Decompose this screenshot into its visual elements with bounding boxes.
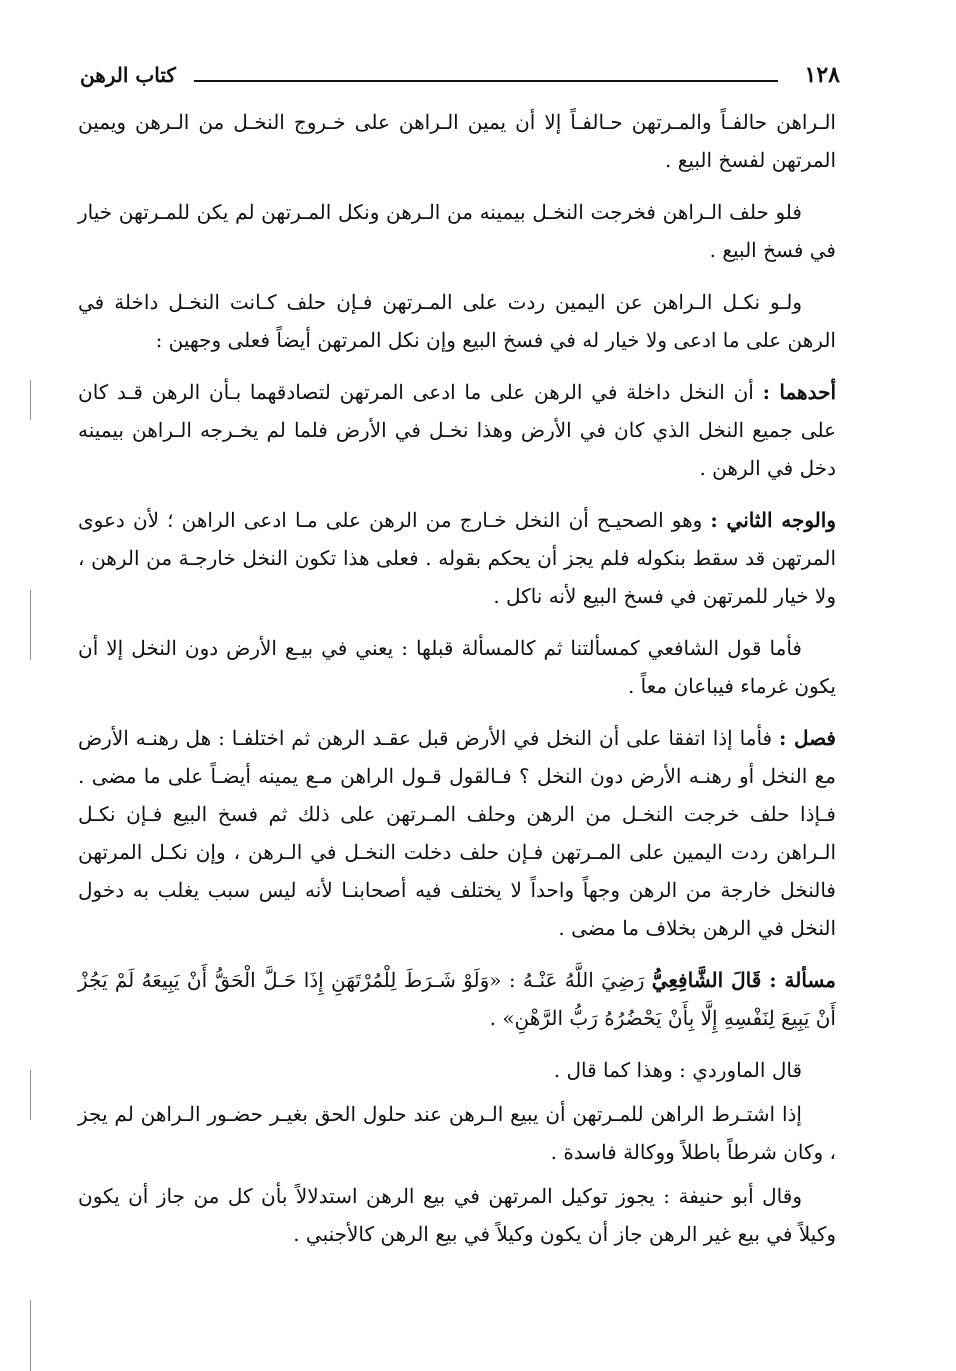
paragraph-text: أن النخل داخلة في الرهن على ما ادعى المرتهن لتصادقهما بـأن الرهن قـد كان على جميع النخل الذي كان في الأرض وهذا نخـل في الأرض فلما لم يخـرجه الـراهن بيمينه دخل في الرهن . bbox=[78, 380, 836, 480]
scan-edge-line bbox=[30, 1070, 31, 1120]
paragraph bbox=[78, 1095, 836, 1171]
paragraph bbox=[78, 283, 836, 359]
paragraph-text: فأما قول الشافعي كمسألتنا ثم كالمسألة قبلها : يعني في بيـع الأرض دون النخل إلا أن يكون غرماء فيباعان معاً . bbox=[78, 636, 836, 698]
paragraph-text: ولـو نكـل الـراهن عن اليمين ردت على المـرتهن فـإن حلف كـانت النخـل داخلة في الرهن على ما ادعى ولا خيار له في فسخ البيع وإن نكل المرتهن أيضاً فعلى وجهين : bbox=[78, 290, 836, 352]
paragraph-text: وقال أبو حنيفة : يجوز توكيل المرتهن في بيع الرهن استدلالاً بأن كل من جاز أن يكون وكيلاً في بيع غير الرهن جاز أن يكون وكيلاً في بيع الرهن كالأجنبي . bbox=[78, 1184, 836, 1246]
paragraph-text: فلو حلف الـراهن فخرجت النخـل بيمينه من الـرهن ونكل المـرتهن لم يكن للمـرتهن خيار في فسخ البيع . bbox=[78, 200, 836, 262]
page-header bbox=[80, 62, 840, 92]
paragraph-text: رَضِيَ اللَّهُ عَنْـهُ : «وَلَوْ شَـرَطَ لِلْمُرْتَهَنِ إِذَا حَـلَّ الْحَقُّ أَنْ يَبِيعَهُ لَمْ يَجُزْ أَنْ يَبِيعَ لِنَفْسِهِ إِلَّا بِأَنْ يَحْضُرُهُ رَبُّ الرَّهْنِ» . bbox=[78, 968, 836, 1030]
scan-edge-line bbox=[30, 380, 31, 420]
page-number: ١٢٨ bbox=[804, 62, 840, 88]
paragraph bbox=[78, 373, 836, 487]
paragraph-lead: فصل : bbox=[779, 726, 836, 750]
running-title: كتاب الرهن bbox=[80, 63, 176, 87]
paragraph-text: إذا اشتـرط الراهن للمـرتهن أن يبيع الـرهن عند حلول الحق بغيـر حضـور الـراهن لم يجز ، وكان شرطاً باطلاً ووكالة فاسدة . bbox=[78, 1102, 836, 1164]
paragraph bbox=[78, 961, 836, 1037]
paragraph bbox=[78, 193, 836, 269]
paragraph bbox=[78, 719, 836, 947]
paragraph bbox=[78, 501, 836, 615]
paragraph bbox=[78, 103, 836, 179]
paragraph-lead: مسألة : قَالَ الشَّافِعِيُّ bbox=[651, 968, 837, 992]
header-rule bbox=[194, 80, 778, 82]
paragraph-lead: أحدهما : bbox=[762, 380, 837, 404]
paragraph bbox=[78, 629, 836, 705]
paragraph-lead: والوجه الثاني : bbox=[710, 508, 836, 532]
scan-edge-line bbox=[30, 1300, 31, 1371]
paragraph-text: وهو الصحيـح أن النخل خـارج من الرهن على مـا ادعى الراهن ؛ لأن دعوى المرتهن قد سقط بنكوله فلم يجز أن يحكم بقوله . فعلى هذا تكون النخل خارجـة من الرهن ، ولا خيار للمرتهن في فسخ البيع لأنه ناكل . bbox=[78, 508, 836, 608]
paragraph-text: قال الماوردي : وهذا كما قال . bbox=[553, 1058, 802, 1082]
scan-edge-line bbox=[30, 590, 31, 660]
paragraph-text: الـراهن حالفـاً والمـرتهن حـالفـاً إلا أن يمين الـراهن على خـروج النخـل من الـرهن ويمين المرتهن لفسخ البيع . bbox=[78, 110, 836, 172]
paragraph bbox=[78, 1051, 836, 1089]
body-text bbox=[78, 103, 836, 1259]
paragraph bbox=[78, 1177, 836, 1253]
paragraph-text: فأما إذا اتفقا على أن النخل في الأرض قبل عقـد الرهن ثم اختلفـا : هل رهنـه الأرض مع النخل أو رهنـه الأرض دون النخل ؟ فـالقول قـول الراهن مـع يمينه أيضـاً على ما مضى . فـإذا حلف خرجت النخـل من الرهن وحلف المـرتهن على ذلك ثم فسخ البيع فـإن نكـل الـراهن ردت اليمين على المـرتهن فـإن حلف دخلت النخـل في الـرهن ، وإن نكـل المرتهن فالنخل خارجة من الرهن وجهاً واحداً لا يختلف فيه أصحابنـا لأنه ليس سبب يغلب به دخول النخل في الرهن بخلاف ما مضى . bbox=[78, 726, 836, 940]
